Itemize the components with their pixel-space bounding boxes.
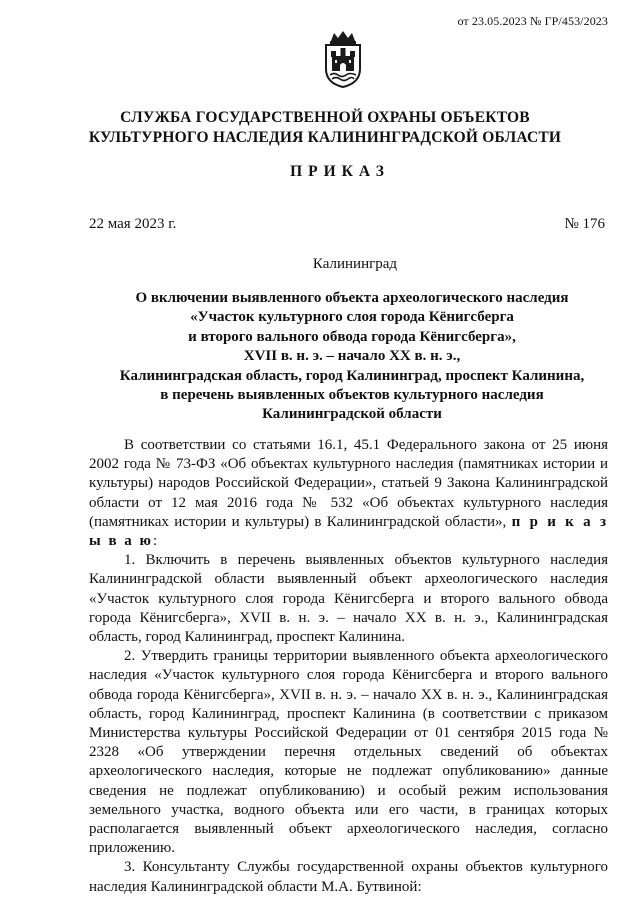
order-item-1: 1. Включить в перечень выявленных объектов культурного наследия Калининградской области выявленный объект археологического наследия «Участок культурного слоя города Кёнигсберга и второго вального обвода города Кёнигсберга», XVII в. н. э. – начало XX в. н. э., Калининградская область, город Калининград, проспект Калинина.	[89, 552, 608, 646]
kaliningrad-coat-of-arms-icon	[318, 29, 368, 89]
preamble-paragraph	[89, 436, 608, 551]
order-item-2: 2. Утвердить границы территории выявленного объекта археологического наследия «Участок культурного слоя города Кёнигсберга и второго вального обвода города Кёнигсберга», XVII в. н. э. – начало XX в. н. э., Калининградская область, город Калининград, проспект Калинина (в соответствии с приказом Министерства культуры Российской Федерации от 01 сентября 2015 года № 2328 «Об утверждении перечня отдельных сведений об объектах археологического наследия, которые не подлежат опубликованию» данные сведения не подлежат опубликованию) и особый режим использования земельного участка, водного объекта или его части, в границах которых располагается выявленный объект археологического наследия, согласно приложению.	[89, 648, 608, 857]
subject-line: Калининградской области	[262, 406, 442, 423]
organization-name	[60, 108, 590, 148]
organization-name-line2: КУЛЬТУРНОГО НАСЛЕДИЯ КАЛИНИНГРАДСКОЙ ОБЛАСТИ	[88, 129, 562, 146]
document-city: Калининград	[312, 256, 398, 272]
subject-line: XVII в. н. э. – начало XX в. н. э.,	[243, 348, 461, 365]
subject-line: О включении выявленного объекта археологического наследия	[135, 290, 569, 306]
document-number: № 176	[564, 216, 605, 232]
document-subject	[96, 289, 608, 425]
subject-line: «Участок культурного слоя города Кёнигсберга	[190, 309, 514, 326]
subject-line: и второго вального обвода города Кёнигсберга»,	[188, 328, 516, 345]
document-reference: от 23.05.2023 № ГР/453/2023	[457, 14, 608, 28]
order-item-3: 3. Консультанту Службы государственной охраны объектов культурного наследия Калининградской области М.А. Бутвиной:	[89, 859, 608, 895]
order-word: п р и к а з ы в а ю	[89, 513, 608, 550]
organization-name-line1: СЛУЖБА ГОСУДАРСТВЕННОЙ ОХРАНЫ ОБЪЕКТОВ	[120, 109, 530, 126]
preamble-text: В соответствии со статьями 16.1, 45.1 Федерального закона от 25 июня 2002 года № 73-ФЗ «Об объектах культурного наследия (памятниках истории и культуры) народов Российской Федерации», статьей 9 Закона Калининградской области от 12 мая 2016 года № 532 «Об объектах культурного наследия (памятниках истории и культуры) в Калининградской области»,	[89, 437, 608, 530]
document-date: 22 мая 2023 г.	[89, 216, 177, 232]
document-body	[89, 436, 608, 897]
document-type-title: ПРИКАЗ	[290, 163, 390, 180]
order-colon: :	[153, 533, 158, 550]
subject-line: Калининградская область, город Калининград, проспект Калинина,	[119, 367, 585, 384]
subject-line: в перечень выявленных объектов культурного наследия	[160, 387, 544, 404]
